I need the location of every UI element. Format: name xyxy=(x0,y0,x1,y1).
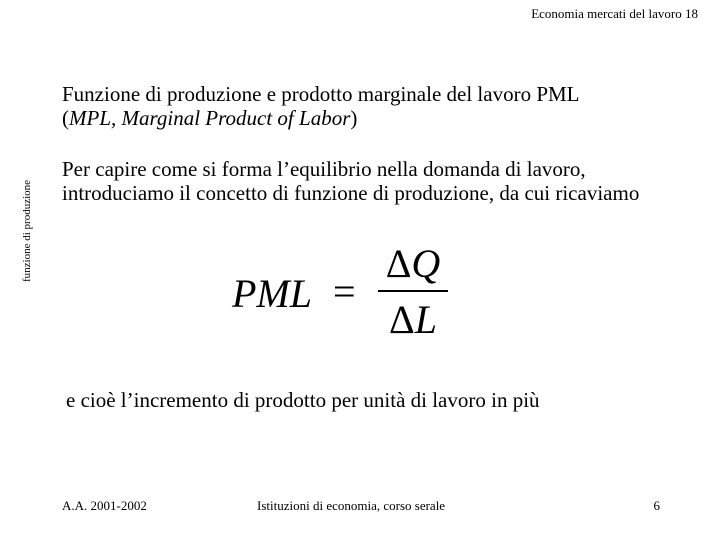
title-line-1: Funzione di produzione e prodotto marginale del lavoro PML xyxy=(62,82,580,106)
formula-fraction xyxy=(378,242,448,342)
slide-header: Economia mercati del lavoro 18 xyxy=(531,6,698,21)
formula-denominator xyxy=(378,298,448,342)
formula-numerator xyxy=(378,242,448,286)
fraction-bar xyxy=(378,290,448,292)
formula-equals: = xyxy=(333,269,356,314)
numerator-variable: Q xyxy=(411,241,441,286)
slide-title xyxy=(62,82,580,130)
side-section-label: funzione di produzione xyxy=(21,179,33,282)
title-open-paren: ( xyxy=(62,106,69,130)
footer-page-number: 6 xyxy=(653,498,660,513)
conclusion-text: e cioè l’incremento di prodotto per unità di lavoro in più xyxy=(66,388,540,412)
denominator-delta: Δ xyxy=(389,297,415,342)
denominator-variable: L xyxy=(414,297,437,342)
intro-paragraph: Per capire come si forma l’equilibrio nella domanda di lavoro, introduciamo il concetto di funzione di produzione, da cui ricaviamo xyxy=(62,157,640,205)
numerator-delta: Δ xyxy=(385,241,412,286)
footer-course: Istituzioni di economia, corso serale xyxy=(257,498,446,513)
title-line-2 xyxy=(62,106,580,130)
title-close-paren: ) xyxy=(350,106,358,130)
footer-year: A.A. 2001-2002 xyxy=(62,498,147,513)
title-italic-term: MPL, Marginal Product of Labor xyxy=(69,106,351,130)
formula-lhs: PML xyxy=(232,271,312,316)
